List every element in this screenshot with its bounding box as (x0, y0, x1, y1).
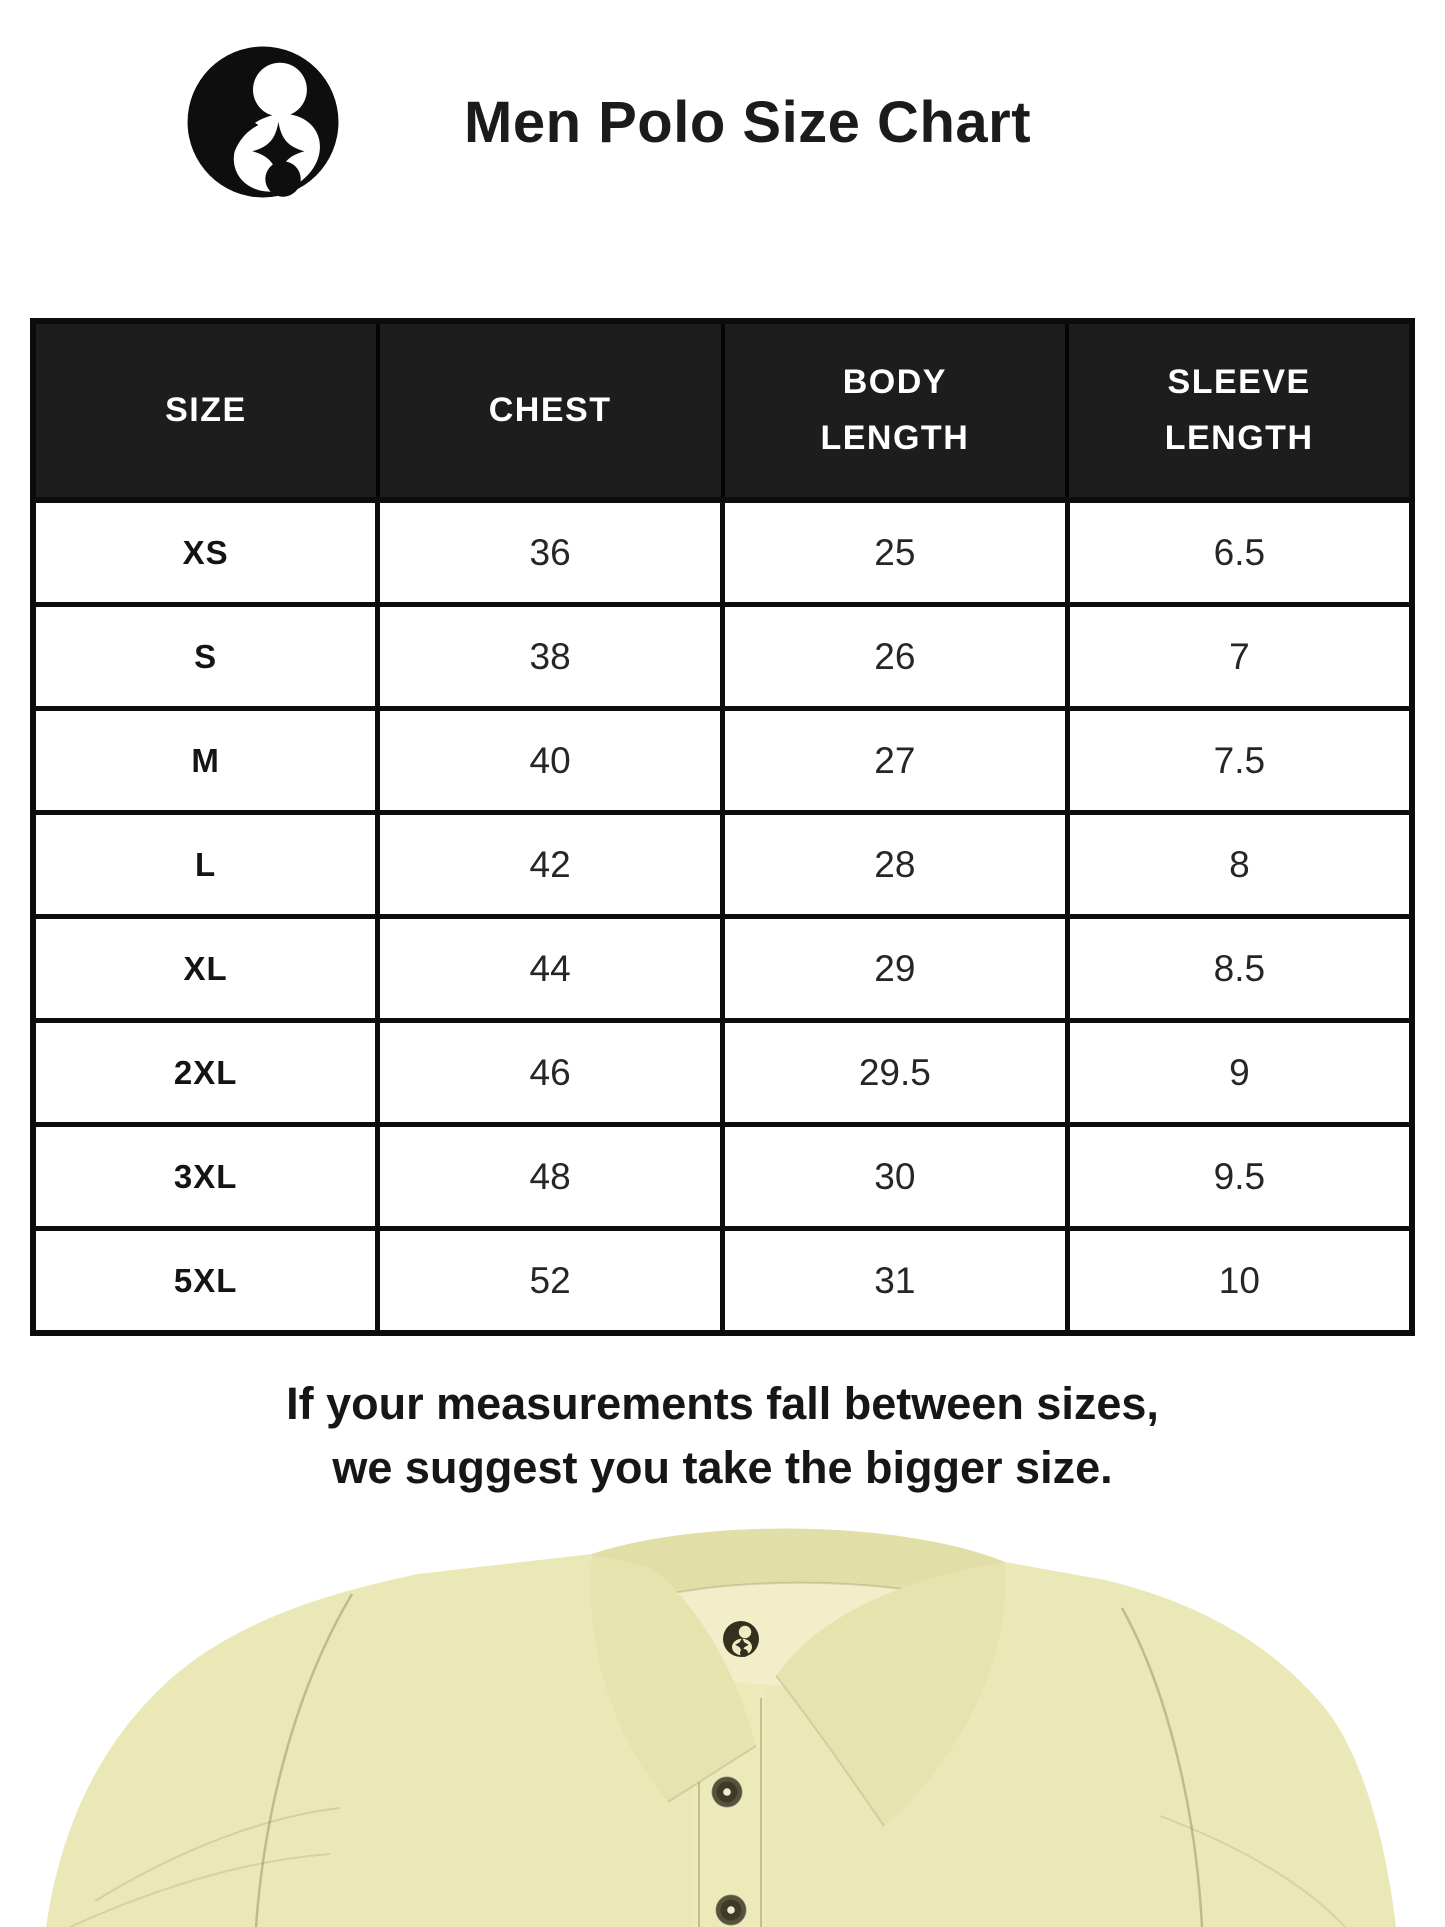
size-cell: L (33, 813, 378, 917)
table-header-row (33, 321, 1412, 500)
chest-cell: 52 (378, 1229, 723, 1334)
size-cell: S (33, 605, 378, 709)
body-length-cell: 29 (723, 917, 1068, 1021)
placket-button (716, 1895, 747, 1926)
table-row (33, 813, 1412, 917)
sleeve-length-cell: 7 (1067, 605, 1412, 709)
page-title: Men Polo Size Chart (464, 89, 1032, 155)
mother-and-baby-logo-icon (186, 44, 340, 200)
table-row (33, 709, 1412, 813)
chest-cell: 44 (378, 917, 723, 1021)
body-length-cell: 27 (723, 709, 1068, 813)
chest-cell: 36 (378, 500, 723, 605)
sleeve-length-cell: 6.5 (1067, 500, 1412, 605)
chest-cell: 48 (378, 1125, 723, 1229)
size-cell: XS (33, 500, 378, 605)
size-cell: XL (33, 917, 378, 1021)
body-length-cell: 31 (723, 1229, 1068, 1334)
sleeve-length-cell: 9.5 (1067, 1125, 1412, 1229)
sleeve-length-cell: 10 (1067, 1229, 1412, 1334)
column-header-body-length: BODY LENGTH (723, 321, 1068, 500)
polo-shirt-photo (0, 1516, 1445, 1927)
size-cell: 2XL (33, 1021, 378, 1125)
size-cell: 5XL (33, 1229, 378, 1334)
polo-shirt-illustration (0, 1516, 1445, 1927)
table-row (33, 917, 1412, 1021)
body-length-cell: 30 (723, 1125, 1068, 1229)
table-row (33, 1229, 1412, 1334)
size-cell: 3XL (33, 1125, 378, 1229)
column-header-size: SIZE (33, 321, 378, 500)
size-chart-table (30, 318, 1415, 1336)
column-header-chest: CHEST (378, 321, 723, 500)
fit-note (0, 1372, 1445, 1500)
chest-cell: 42 (378, 813, 723, 917)
sleeve-length-cell: 8 (1067, 813, 1412, 917)
sleeve-length-cell: 9 (1067, 1021, 1412, 1125)
brand-header (186, 44, 1031, 200)
brand-logo (186, 44, 340, 200)
column-header-sleeve-length: SLEEVE LENGTH (1067, 321, 1412, 500)
fit-note-line-1: If your measurements fall between sizes, (286, 1378, 1159, 1429)
sleeve-length-cell: 8.5 (1067, 917, 1412, 1021)
body-length-cell: 26 (723, 605, 1068, 709)
chest-cell: 40 (378, 709, 723, 813)
fit-note-line-2: we suggest you take the bigger size. (332, 1442, 1113, 1493)
body-length-cell: 25 (723, 500, 1068, 605)
placket-button (712, 1777, 743, 1808)
table-row (33, 605, 1412, 709)
table-row (33, 1125, 1412, 1229)
chest-cell: 38 (378, 605, 723, 709)
body-length-cell: 29.5 (723, 1021, 1068, 1125)
chest-cell: 46 (378, 1021, 723, 1125)
body-length-cell: 28 (723, 813, 1068, 917)
neck-brand-logo-icon (723, 1621, 759, 1657)
table-row (33, 1021, 1412, 1125)
table-row (33, 500, 1412, 605)
sleeve-length-cell: 7.5 (1067, 709, 1412, 813)
size-cell: M (33, 709, 378, 813)
